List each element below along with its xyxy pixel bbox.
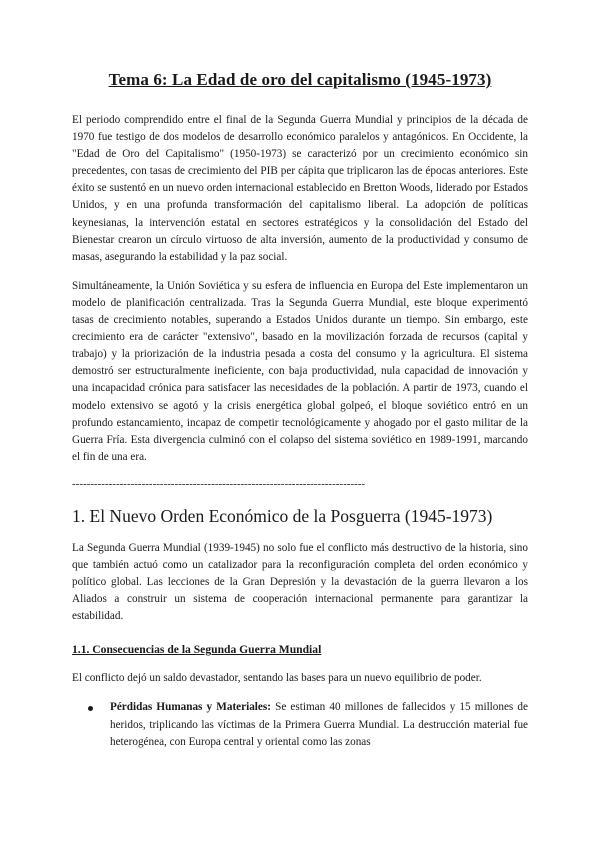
- list-item: [84, 699, 528, 750]
- list-item-lead: Pérdidas Humanas y Materiales:: [110, 701, 271, 714]
- subsection-heading: 1.1. Consecuencias de la Segunda Guerra Mundial: [72, 643, 322, 657]
- intro-paragraph-2: Simultáneamente, la Unión Soviética y su esfera de influencia en Europa del Este implementaron un modelo de planificación centralizada. Tras la Segunda Guerra Mundial, este bloque experimentó tasas de crecimiento notables, superando a Estados Unidos durante un tiempo. Sin embargo, este crecimiento era de carácter "extensivo", basado en la movilización forzada de recursos (capital y trabajo) y la priorización de la industria pesada a costa del consumo y la agricultura. El sistema demostró ser estructuralmente ineficiente, con baja productividad, nula capacidad de innovación y una incapacidad crónica para satisfacer las necesidades de la población. A partir de 1973, cuando el modelo extensivo se agotó y la crisis energética global golpeó, el bloque soviético entró en un profundo estancamiento, incapaz de competir tecnológicamente y ahogado por el gasto militar de la Guerra Fría. Esta divergencia culminó con el colapso del sistema soviético en 1989-1991, marcando el fin de una era.: [72, 279, 528, 463]
- bullet-list: [72, 699, 528, 750]
- subsection-paragraph: El conflicto dejó un saldo devastador, sentando las bases para un nuevo equilibrio de poder.: [72, 672, 482, 685]
- list-item-text: Se estiman 40 millones de fallecidos y 15 millones de heridos, triplicando las víctimas de la Primera Guerra Mundial. La destrucción material fue heterogénea, con Europa central y oriental como las zonas: [110, 701, 528, 748]
- intro-paragraph-1: El periodo comprendido entre el final de la Segunda Guerra Mundial y principios de la década de 1970 fue testigo de dos modelos de desarrollo económico paralelos y antagónicos. En Occidente, la "Edad de Oro del Capitalismo" (1950-1973) se caracterizó por un crecimiento económico sin precedentes, con tasas de crecimiento del PIB per cápita que triplicaron las de épocas anteriores. Este éxito se sustentó en un nuevo orden internacional establecido en Bretton Woods, liderado por Estados Unidos, y en una profunda transformación del capitalismo liberal. La adopción de políticas keynesianas, la intervención estatal en sectores estratégicos y la consolidación del Estado del Bienestar crearon un círculo virtuoso de alta inversión, aumento de la productividad y consumo de masas, asegurando la estabilidad y la paz social.: [72, 114, 528, 263]
- section-heading: 1. El Nuevo Orden Económico de la Posguerra (1945-1973): [72, 505, 493, 526]
- document-title: Tema 6: La Edad de oro del capitalismo (1945-1973): [108, 70, 492, 89]
- section-separator: --------------------------------------------------------------------------------: [72, 477, 366, 490]
- bullet-dot-icon: [88, 706, 93, 711]
- section-paragraph: La Segunda Guerra Mundial (1939-1945) no solo fue el conflicto más destructivo de la historia, sino que también actuó como un catalizador para la reconfiguración completa del orden económico y político global. Las lecciones de la Gran Depresión y la devastación de la guerra llevaron a los Aliados a construir un sistema de cooperación internacional permanente para garantizar la estabilidad.: [72, 541, 528, 623]
